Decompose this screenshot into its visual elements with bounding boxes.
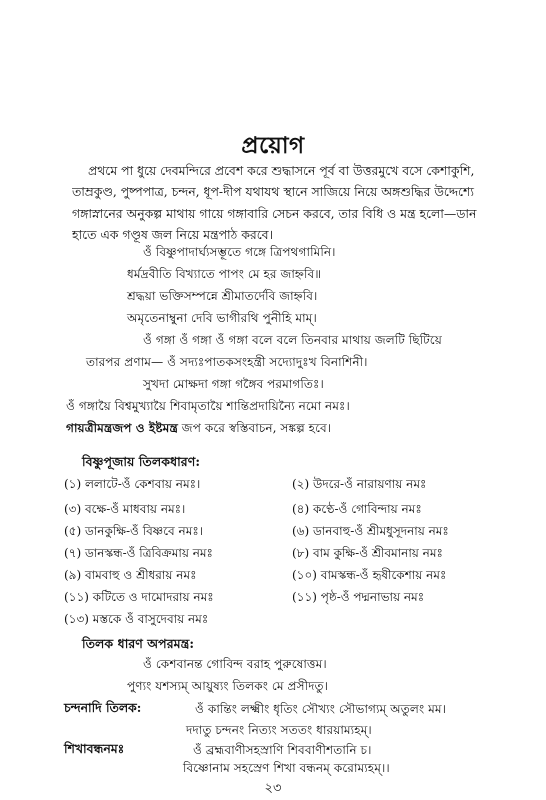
- page-number: ২৩: [264, 781, 282, 796]
- tilak-item: (১১) পৃষ্ঠ-ওঁ পদ্মনাভায় নমঃ: [292, 590, 425, 604]
- verse-line: ওঁ বিষ্ণুপাদার্ঘ্যসম্ভূতে গঙ্গে ত্রিপথগামিনি।: [143, 245, 336, 259]
- verse-line: ধর্মদ্রবীতি বিখ্যাতে পাপং মে হর জাহ্নবি॥: [127, 267, 322, 281]
- gayatri-bold-1: গায়ত্রীমন্ত্রজপ: [66, 421, 132, 435]
- shikha-label: শিখাবন্ধনমঃ: [64, 741, 125, 756]
- verse-line: অমৃতেনাম্বুনা দেবি ভাগীরথি পুনীহি মাম্।: [127, 311, 317, 325]
- tilak-item: (৩) বক্ষে-ওঁ মাধবায় নমঃ।: [64, 502, 186, 516]
- verse-line: ওঁ গঙ্গা ওঁ গঙ্গা ওঁ গঙ্গা বলে বলে তিনবার মাথায় জলটি ছিটিয়ে: [143, 333, 442, 347]
- intro-line: হাতে এক গণ্ডূষ জল নিয়ে মন্ত্রপাঠ করবে।: [72, 227, 273, 243]
- page-title: প্রয়োগ: [241, 132, 305, 159]
- verse-line: তারপর প্রণাম— ওঁ সদ্যঃপাতকসংহন্ত্রী সদ্যোদুঃখ বিনাশিনী।: [86, 355, 368, 369]
- gayatri-mid: ও: [131, 421, 150, 435]
- apara-heading: তিলক ধারণ অপরমন্ত্র:: [82, 636, 195, 651]
- chandan-line: দদাতু চন্দনং নিত্যং সততং ধারয়াম্যহম্।: [186, 723, 372, 737]
- shikha-line: ওঁ ব্রহ্মবাণীসহস্রাণি শিববাণীশতানি চ।: [193, 743, 372, 757]
- gayatri-bold-2: ইষ্টমন্ত্র: [149, 421, 178, 435]
- tilak-item: (৫) ডানকুক্ষি-ওঁ বিষ্ণবে নমঃ।: [64, 524, 204, 538]
- tilak-item: (৭) ডানস্কন্ধ-ওঁ ত্রিবিক্রমায় নমঃ: [64, 546, 213, 560]
- intro-line: গঙ্গাস্নানের অনুকল্প মাথায় গায়ে গঙ্গাবারি সেচন করবে, তার বিধি ও মন্ত্র হলো—ডান: [72, 205, 477, 221]
- intro-line: প্রথমে পা ধুয়ে দেবমন্দিরে প্রবেশ করে শুদ্ধাসনে পূর্ব বা উত্তরমুখে বসে কেশাকুশি,: [88, 163, 475, 178]
- verse-line: সুখদা মোক্ষদা গঙ্গা গঙ্গৈব পরমাগতিঃ।: [143, 377, 324, 391]
- tilak-item: (৪) কণ্ঠে-ওঁ গোবিন্দায় নমঃ: [292, 502, 422, 516]
- tilak-item: (৮) বাম কুক্ষি-ওঁ শ্রীবমানায় নমঃ: [292, 546, 443, 560]
- shikha-line: বিষ্ণোনাম সহস্রেণ শিখা বন্ধনম্ করোম্যহম্।।: [183, 761, 390, 775]
- gayatri-rest: জপ করে স্বস্তিবাচন, সঙ্কল্প হবে।: [177, 421, 332, 435]
- verse-line: শ্রদ্ধয়া ভক্তিসম্পন্নে শ্রীমাতর্দেবি জাহ্নবি।: [127, 289, 318, 303]
- tilak-item: (৬) ডানবাহু-ওঁ শ্রীমধুসূদনায় নমঃ: [292, 524, 449, 538]
- verse-line: ওঁ গঙ্গায়ৈ বিশ্বমুখ্যায়ৈ শিবামৃতায়ৈ শান্তিপ্রদায়িন্যৈ নমো নমঃ।: [66, 399, 350, 413]
- chandan-label: চন্দনাদি তিলক:: [64, 700, 142, 715]
- tilak-item: (২) উদরে-ওঁ নারায়ণায় নমঃ: [292, 477, 427, 491]
- intro-paragraph: [72, 160, 484, 246]
- tilak-item: (১৩) মস্তকে ওঁ বাসুদেবায় নমঃ: [64, 612, 209, 626]
- tilak-item: (১০) বামস্কন্ধ-ওঁ হৃষীকেশায় নমঃ: [292, 568, 447, 582]
- chandan-line: ওঁ কান্তিং লক্ষ্মীং ধৃতিং সৌখ্যং সৌভাগ্যম্ অতুলং মম।: [195, 702, 446, 716]
- intro-line: তাম্রকুণ্ড, পুষ্পপাত্র, চন্দন, ধূপ-দীপ যথাযথ স্থানে সাজিয়ে নিয়ে অঙ্গশুদ্ধির উদ্দেশ্যে: [72, 184, 474, 200]
- tilak-item: (১) ললাটে-ওঁ কেশবায় নমঃ।: [64, 477, 201, 491]
- apara-line: ওঁ কেশবানন্ত গোবিন্দ বরাহ পুরুষোত্তম।: [143, 657, 327, 671]
- tilak-item: (১১) কটিতে ও দামোদরায় নমঃ: [64, 590, 214, 604]
- apara-line: পুণ্যং যশস্যম্ আয়ুষ্যং তিলকং মে প্রসীদতু।: [127, 679, 329, 693]
- tilak-heading: বিষ্ণুপূজায় তিলকধারণ:: [82, 454, 200, 469]
- gayatri-line: [66, 418, 331, 438]
- tilak-item: (৯) বামবাহু ও শ্রীধরায় নমঃ: [64, 568, 197, 582]
